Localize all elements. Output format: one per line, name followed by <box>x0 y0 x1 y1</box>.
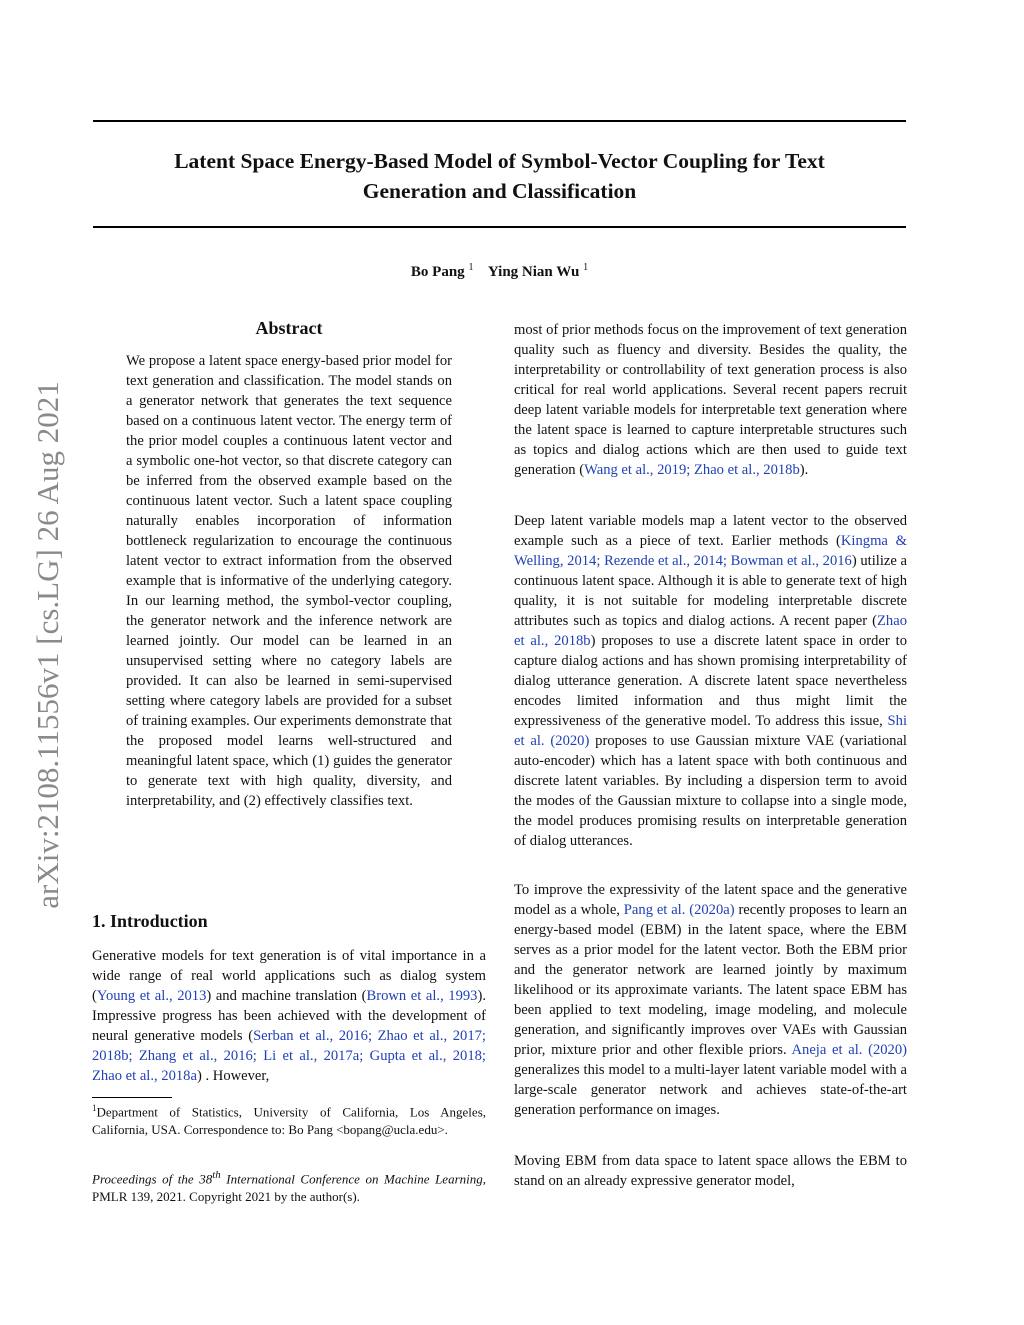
citation-link[interactable]: Zhao et al., 2018b <box>514 613 907 649</box>
citation-link[interactable]: Pang et al. (2020a) <box>623 902 735 918</box>
citation-link[interactable]: Brown et al., 1993 <box>366 988 478 1004</box>
abstract-body <box>126 351 452 811</box>
text: , PMLR 139, 2021. Copyright 2021 by the author(s). <box>92 1171 486 1205</box>
right-paragraph-2 <box>514 511 907 851</box>
paper-title <box>93 146 906 206</box>
text: ) . However, <box>196 1068 270 1084</box>
author-name: Bo Pang <box>410 264 465 280</box>
author-affiliation-mark: 1 <box>583 262 589 273</box>
footnote-text <box>92 1099 486 1139</box>
text: ) proposes to use a discrete latent space in order to capture dialog actions and has shown promising interpretability of dialog utterance generation. A discrete latent space nevertheless encodes limited information and thus might limit the expressiveness of the generative model. To address this issue, <box>514 633 907 729</box>
arxiv-identifier: arXiv:2108.11556v1 [cs.LG] 26 Aug 2021 <box>30 381 65 909</box>
text: ). Impressive progress has been achieved with the development of neural generative models ( <box>92 988 486 1044</box>
abstract-heading: Abstract <box>255 318 323 338</box>
footnote-rule <box>92 1097 172 1098</box>
proceedings-text <box>92 1166 486 1206</box>
section-heading-introduction: 1. Introduction <box>92 911 208 931</box>
paragraph <box>514 880 907 1120</box>
text: most of prior methods focus on the improvement of text generation quality such as fluency and diversity. Besides the quality, the interpretability or controllability of text generation process is also critical for real world applications. Several recent papers recruit deep latent variable models for interpretable text generation where the latent space is learned to capture interpretable structures such as topics and dialog actions which are then used to guide text generation ( <box>514 322 907 478</box>
citation-link[interactable]: Young et al., 2013 <box>96 988 207 1004</box>
author-affiliation-mark: 1 <box>468 262 474 273</box>
footnote-body: Department of Statistics, University of California, Los Angeles, California, USA. Correspondence to: Bo Pang <bopang@ucla.edu>. <box>92 1104 486 1138</box>
paragraph <box>514 1151 907 1191</box>
introduction-paragraph <box>92 946 486 1086</box>
right-paragraph-1 <box>514 320 907 480</box>
footnote-mark: 1 <box>92 1103 97 1113</box>
paragraph <box>514 320 907 480</box>
right-paragraph-4 <box>514 1151 907 1191</box>
text: th <box>212 1169 221 1181</box>
paragraph <box>514 511 907 851</box>
text: Moving EBM from data space to latent space allows the EBM to stand on an already expressive generator model, <box>514 1153 907 1189</box>
citation-link[interactable]: Shi et al. (2020) <box>514 713 907 749</box>
text: ) utilize a continuous latent space. Although it is able to generate text of high quality, it is not suitable for modeling interpretable discrete attributes such as topics and dialog actions. A recent paper ( <box>514 553 907 629</box>
arxiv-stamp <box>28 355 68 935</box>
text: proposes to use Gaussian mixture VAE (variational auto-encoder) which has a latent space with both continuous and discrete latent variables. By including a dispersion term to avoid the modes of the Gaussian mixture to collapse into a single mode, the model produces promising results on interpretable generation of dialog utterances. <box>514 733 907 849</box>
citation-link[interactable]: Serban et al., 2016; Zhao et al., 2017; 2018b; Zhang et al., 2016; Li et al., 2017a; Gupta et al., 2018; Zhao et al., 2018a <box>92 1028 486 1084</box>
title-line-2: Generation and Classification <box>362 179 637 203</box>
title-line-1: Latent Space Energy-Based Model of Symbol-Vector Coupling for Text <box>174 149 825 173</box>
title-bottom-rule <box>93 226 906 228</box>
footnote <box>92 1099 486 1139</box>
author-list <box>93 262 906 281</box>
text: Deep latent variable models map a latent vector to the observed example such as a piece of text. Earlier methods ( <box>514 513 907 549</box>
citation-link[interactable]: Aneja et al. (2020) <box>791 1042 907 1058</box>
citation-link[interactable]: Kingma & Welling, 2014; Rezende et al., 2014; Bowman et al., 2016 <box>514 533 907 569</box>
text: Generative models for text generation is of vital importance in a wide range of real world applications such as dialog system ( <box>92 948 486 1004</box>
author-name: Ying Nian Wu <box>487 264 580 280</box>
text: ). <box>799 462 809 478</box>
title-top-rule <box>93 120 906 122</box>
text: International Conference on Machine Learning <box>220 1171 483 1187</box>
text: generalizes this model to a multi-layer latent variable model with a large-scale generator network and achieves state-of-the-art generation performance on images. <box>514 1062 907 1118</box>
text: Proceedings of the <box>92 1171 200 1187</box>
text: To improve the expressivity of the latent space and the generative model as a whole, <box>514 882 907 918</box>
text: 38 <box>199 1171 213 1187</box>
abstract-text: We propose a latent space energy-based prior model for text generation and classification. The model stands on a generator network that generates the text sequence based on a continuous latent vector. The energy term of the prior model couples a continuous latent vector and a symbolic one-hot vector, so that discrete category can be inferred from the observed example based on the continuous latent vector. Such a latent space coupling naturally enables incorporation of information bottleneck regularization to encourage the continuous latent vector to extract information from the observed example that is informative of the underlying category. In our learning method, the symbol-vector coupling, the generator network and the inference network are learned jointly. Our model can be learned in an unsupervised setting where no category labels are provided. It can also be learned in semi-supervised setting where category labels are provided for a subset of training examples. Our experiments demonstrate that the proposed model learns well-structured and meaningful latent space, which (1) guides the generator to generate text with high quality, diversity, and interpretability, and (2) effectively classifies text. <box>126 353 452 809</box>
introduction-body <box>92 946 486 1086</box>
text: recently proposes to learn an energy-based model (EBM) in the latent space, where the EBM serves as a prior model for the latent vector. Both the EBM prior and the generator network are learned jointly by maximum likelihood or its approximate variants. The latent space EBM has been applied to text modeling, image modeling, and molecule generation, and significantly improves over VAEs with Gaussian prior, mixture prior and other flexible priors. <box>514 902 907 1058</box>
right-paragraph-3 <box>514 880 907 1120</box>
citation-link[interactable]: Wang et al., 2019; Zhao et al., 2018b <box>584 462 800 478</box>
proceedings-note <box>92 1166 486 1206</box>
text: ) and machine translation ( <box>206 988 367 1004</box>
